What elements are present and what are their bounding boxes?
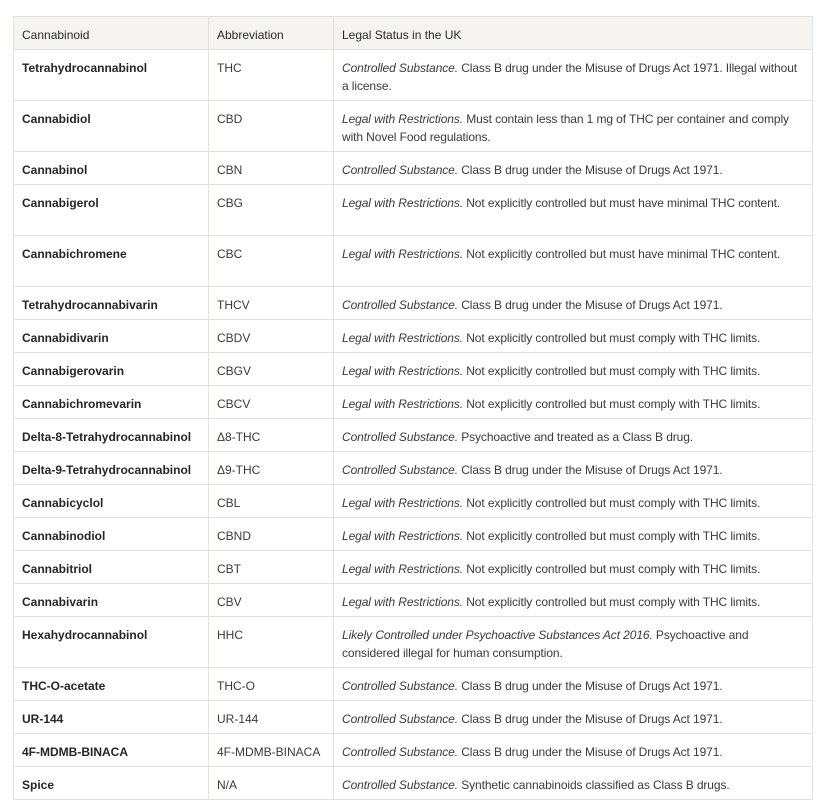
status-label: Controlled Substance. <box>342 463 458 477</box>
table-body <box>14 50 813 800</box>
legal-status <box>334 668 813 701</box>
table-row <box>14 320 813 353</box>
table-row <box>14 50 813 101</box>
status-label: Legal with Restrictions. <box>342 496 463 510</box>
status-label: Legal with Restrictions. <box>342 247 463 261</box>
cannabinoid-name: Hexahydrocannabinol <box>14 617 209 668</box>
table-row <box>14 287 813 320</box>
cannabinoid-name: UR-144 <box>14 701 209 734</box>
abbreviation: CBND <box>209 518 334 551</box>
cannabinoid-name: Cannabicyclol <box>14 485 209 518</box>
legal-status <box>334 353 813 386</box>
table-row <box>14 101 813 152</box>
legal-status <box>334 584 813 617</box>
status-label: Controlled Substance. <box>342 679 458 693</box>
cannabinoid-name: Cannabichromene <box>14 236 209 287</box>
cannabinoid-name: Cannabigerovarin <box>14 353 209 386</box>
table-row <box>14 419 813 452</box>
abbreviation: Δ9-THC <box>209 452 334 485</box>
table-row <box>14 485 813 518</box>
status-detail: Must contain less than 1 mg of THC per container and comply with Novel Food regulations. <box>342 112 789 144</box>
cannabinoid-name: Cannabidiol <box>14 101 209 152</box>
column-header-legal-status: Legal Status in the UK <box>334 17 813 50</box>
status-detail: Psychoactive and considered illegal for human consumption. <box>342 628 749 660</box>
abbreviation: CBGV <box>209 353 334 386</box>
table-row <box>14 152 813 185</box>
legal-status <box>334 551 813 584</box>
legal-status <box>334 50 813 101</box>
status-label: Legal with Restrictions. <box>342 196 463 210</box>
abbreviation: CBC <box>209 236 334 287</box>
legal-status <box>334 617 813 668</box>
table-row <box>14 617 813 668</box>
cannabinoid-name: Tetrahydrocannabinol <box>14 50 209 101</box>
table-row <box>14 518 813 551</box>
status-label: Controlled Substance. <box>342 298 458 312</box>
legal-status <box>334 185 813 236</box>
status-detail: Class B drug under the Misuse of Drugs Act 1971. <box>457 712 723 726</box>
abbreviation: THCV <box>209 287 334 320</box>
status-detail: Not explicitly controlled but must comply with THC limits. <box>463 595 761 609</box>
status-label: Legal with Restrictions. <box>342 595 463 609</box>
table-row <box>14 452 813 485</box>
table-row <box>14 584 813 617</box>
status-label: Legal with Restrictions. <box>342 364 463 378</box>
table-row <box>14 236 813 287</box>
status-detail: Class B drug under the Misuse of Drugs Act 1971. <box>457 679 723 693</box>
status-label: Controlled Substance. <box>342 745 458 759</box>
cannabinoid-name: Tetrahydrocannabivarin <box>14 287 209 320</box>
status-detail: Psychoactive and treated as a Class B drug. <box>457 430 694 444</box>
legal-status <box>334 236 813 287</box>
abbreviation: CBG <box>209 185 334 236</box>
abbreviation: THC <box>209 50 334 101</box>
cannabinoid-name: Cannabinol <box>14 152 209 185</box>
status-detail: Class B drug under the Misuse of Drugs Act 1971. <box>457 163 723 177</box>
status-label: Legal with Restrictions. <box>342 331 463 345</box>
legal-status <box>334 734 813 767</box>
status-detail: Class B drug under the Misuse of Drugs Act 1971. Illegal without a license. <box>342 61 798 93</box>
abbreviation: HHC <box>209 617 334 668</box>
cannabinoid-name: Cannabitriol <box>14 551 209 584</box>
status-detail: Not explicitly controlled but must have minimal THC content. <box>463 247 781 261</box>
legal-status <box>334 152 813 185</box>
table-row <box>14 551 813 584</box>
status-label: Legal with Restrictions. <box>342 562 463 576</box>
cannabinoid-name: Spice <box>14 767 209 800</box>
table-row <box>14 185 813 236</box>
status-label: Legal with Restrictions. <box>342 397 463 411</box>
abbreviation: CBT <box>209 551 334 584</box>
abbreviation: THC-O <box>209 668 334 701</box>
legal-status <box>334 419 813 452</box>
table-row <box>14 734 813 767</box>
status-detail: Not explicitly controlled but must comply with THC limits. <box>463 562 761 576</box>
table-header <box>14 17 813 50</box>
table-row <box>14 353 813 386</box>
abbreviation: CBD <box>209 101 334 152</box>
status-detail: Class B drug under the Misuse of Drugs Act 1971. <box>457 745 723 759</box>
cannabinoid-name: Delta-9-Tetrahydrocannabinol <box>14 452 209 485</box>
status-label: Likely Controlled under Psychoactive Substances Act 2016. <box>342 628 653 642</box>
status-label: Controlled Substance. <box>342 61 458 75</box>
status-detail: Synthetic cannabinoids classified as Class B drugs. <box>457 778 730 792</box>
legal-status <box>334 320 813 353</box>
cannabinoid-name: Cannabigerol <box>14 185 209 236</box>
legal-status <box>334 701 813 734</box>
status-detail: Not explicitly controlled but must have minimal THC content. <box>463 196 781 210</box>
status-label: Controlled Substance. <box>342 778 458 792</box>
cannabinoid-table-container <box>13 16 812 800</box>
cannabinoid-table <box>13 16 813 800</box>
cannabinoid-name: 4F-MDMB-BINACA <box>14 734 209 767</box>
table-row <box>14 386 813 419</box>
column-header-cannabinoid: Cannabinoid <box>14 17 209 50</box>
status-label: Controlled Substance. <box>342 430 458 444</box>
abbreviation: CBV <box>209 584 334 617</box>
abbreviation: UR-144 <box>209 701 334 734</box>
status-detail: Not explicitly controlled but must comply with THC limits. <box>463 397 761 411</box>
cannabinoid-name: Cannabivarin <box>14 584 209 617</box>
status-label: Legal with Restrictions. <box>342 529 463 543</box>
status-detail: Not explicitly controlled but must comply with THC limits. <box>463 331 761 345</box>
status-detail: Not explicitly controlled but must comply with THC limits. <box>463 496 761 510</box>
legal-status <box>334 767 813 800</box>
status-detail: Not explicitly controlled but must comply with THC limits. <box>463 364 761 378</box>
column-header-abbreviation: Abbreviation <box>209 17 334 50</box>
status-detail: Class B drug under the Misuse of Drugs Act 1971. <box>457 463 723 477</box>
status-label: Legal with Restrictions. <box>342 112 463 126</box>
abbreviation: CBL <box>209 485 334 518</box>
legal-status <box>334 452 813 485</box>
table-row <box>14 701 813 734</box>
abbreviation: 4F-MDMB-BINACA <box>209 734 334 767</box>
cannabinoid-name: Cannabichromevarin <box>14 386 209 419</box>
legal-status <box>334 485 813 518</box>
cannabinoid-name: THC-O-acetate <box>14 668 209 701</box>
cannabinoid-name: Cannabidivarin <box>14 320 209 353</box>
status-label: Controlled Substance. <box>342 712 458 726</box>
legal-status <box>334 101 813 152</box>
cannabinoid-name: Delta-8-Tetrahydrocannabinol <box>14 419 209 452</box>
abbreviation: CBCV <box>209 386 334 419</box>
abbreviation: CBDV <box>209 320 334 353</box>
abbreviation: N/A <box>209 767 334 800</box>
abbreviation: Δ8-THC <box>209 419 334 452</box>
status-label: Controlled Substance. <box>342 163 458 177</box>
cannabinoid-name: Cannabinodiol <box>14 518 209 551</box>
status-detail: Not explicitly controlled but must comply with THC limits. <box>463 529 761 543</box>
status-detail: Class B drug under the Misuse of Drugs Act 1971. <box>457 298 723 312</box>
table-row <box>14 668 813 701</box>
legal-status <box>334 287 813 320</box>
table-row <box>14 767 813 800</box>
header-row <box>14 17 813 50</box>
abbreviation: CBN <box>209 152 334 185</box>
legal-status <box>334 386 813 419</box>
legal-status <box>334 518 813 551</box>
